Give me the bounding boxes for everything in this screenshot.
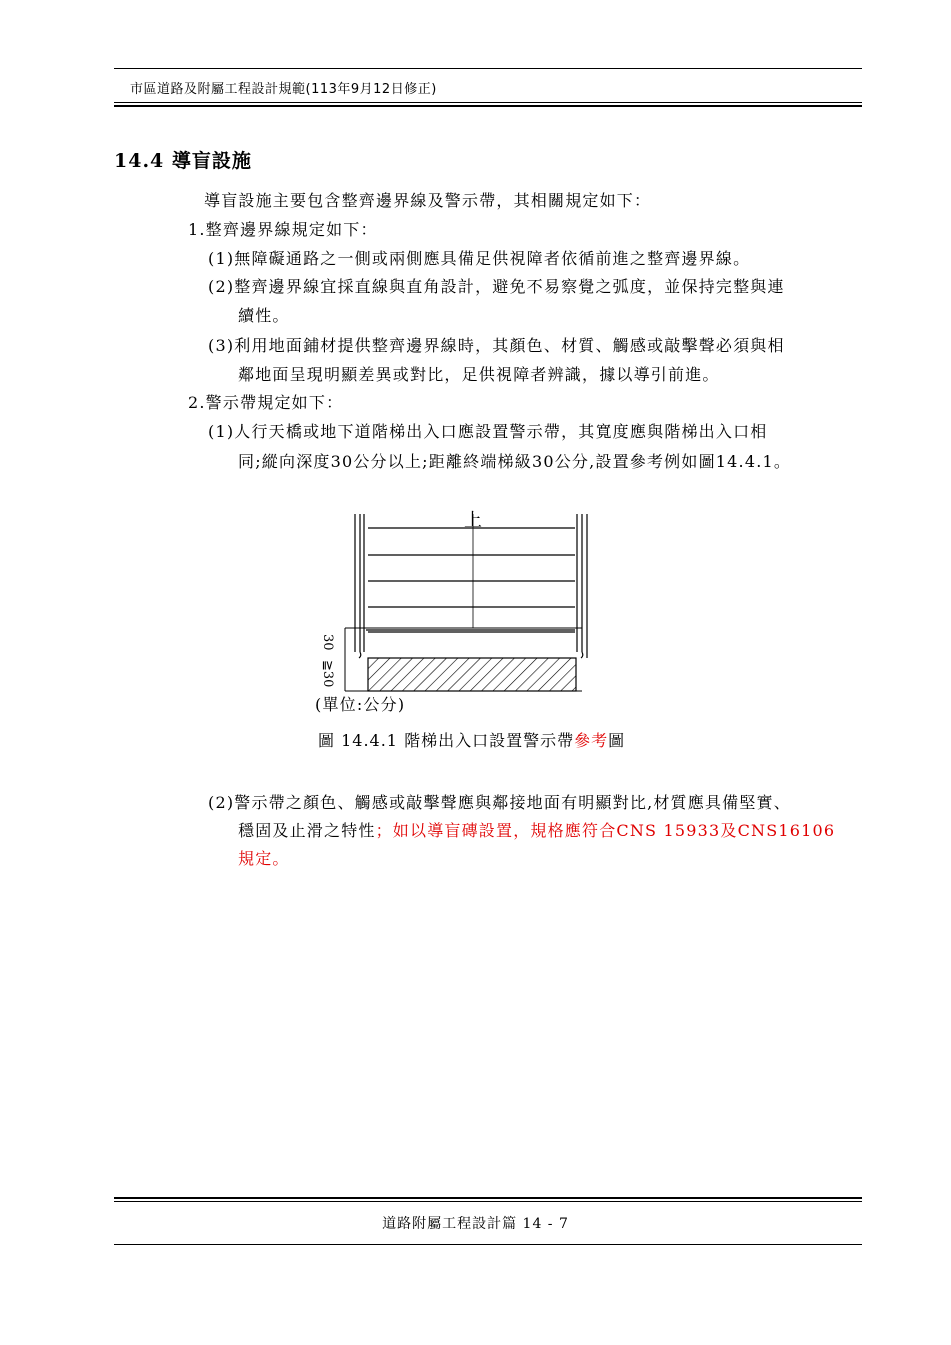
dimension-label-30: 30 — [320, 634, 335, 651]
item1-sub2-line1: (2)整齊邊界線宜採直線與直角設計，避免不易察覺之弧度，並保持完整與連 — [208, 277, 785, 296]
running-header: 市區道路及附屬工程設計規範(113年9月12日修正) — [130, 82, 437, 97]
figure-caption — [318, 730, 625, 752]
item1-sub3-line1: (3)利用地面鋪材提供整齊邊界線時，其顏色、材質、觸感或敲擊聲必須與相 — [208, 336, 785, 355]
item2-heading: 2.警示帶規定如下： — [188, 393, 344, 412]
header-rule-thick — [114, 105, 862, 107]
item2-sub1-line1: (1)人行天橋或地下道階梯出入口應設置警示帶，其寬度應與階梯出入口相 — [208, 422, 768, 441]
item2-sub2-line1: (2)警示帶之顏色、觸感或敲擊聲應與鄰接地面有明顯對比,材質應具備堅實、 — [208, 793, 791, 812]
stair-treads — [366, 528, 575, 632]
item1-sub2-line2: 續性。 — [238, 306, 290, 325]
caption-suffix: 圖 — [608, 731, 626, 750]
header-rule-thin — [114, 102, 862, 103]
footer-bottom-rule — [114, 1244, 862, 1245]
item2-sub1-line2: 同;縱向深度30公分以上;距離終端梯級30公分,設置參考例如圖14.4.1。 — [238, 452, 792, 471]
unit-label: (單位:公分) — [315, 695, 406, 714]
left-handrail — [355, 514, 364, 658]
item2-sub2-line3: 規定。 — [238, 849, 290, 868]
up-label: 上 — [464, 510, 482, 531]
footer-rule-thick — [114, 1197, 862, 1199]
page-footer: 道路附屬工程設計篇 14 - 7 — [382, 1216, 569, 1232]
right-handrail — [577, 514, 587, 658]
item2-sub2-black: 穩固及止滑之特性 — [238, 821, 376, 840]
footer-rule-thin — [114, 1201, 862, 1202]
warning-strip — [368, 658, 576, 691]
item1-sub3-line2: 鄰地面呈現明顯差異或對比，足供視障者辨識，據以導引前進。 — [238, 365, 720, 384]
intro-paragraph: 導盲設施主要包含整齊邊界線及警示帶，其相關規定如下： — [204, 191, 652, 210]
item2-sub2-red: ；如以導盲磚設置，規格應符合CNS 15933及CNS16106 — [375, 821, 836, 840]
item2-sub2-line2 — [238, 820, 835, 842]
section-title: 14.4 導盲設施 — [114, 150, 252, 172]
dimension-label-min-30: ≧30 — [320, 660, 335, 688]
header-top-rule — [114, 68, 862, 69]
caption-prefix: 圖 14.4.1 階梯出入口設置警示帶 — [318, 731, 575, 750]
item1-heading: 1.整齊邊界線規定如下： — [188, 220, 378, 239]
stair-warning-strip-figure — [310, 500, 610, 725]
item1-sub1: (1)無障礙通路之一側或兩側應具備足供視障者依循前進之整齊邊界線。 — [208, 249, 751, 268]
caption-red: 參考 — [574, 731, 609, 750]
